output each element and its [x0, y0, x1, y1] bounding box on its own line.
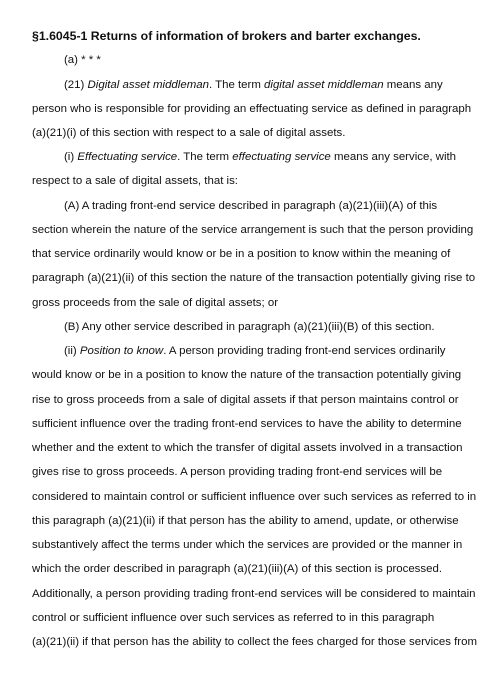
- section-heading: §1.6045-1 Returns of information of brokers and barter exchanges.: [32, 29, 421, 43]
- line-text: considered to maintain control or sufficient influence over such services as referred to in: [32, 491, 477, 503]
- body-line: [64, 77, 443, 93]
- defined-term: effectuating service: [232, 151, 331, 163]
- line-text: (a)(21)(i) of this section with respect to a sale of digital assets.: [32, 127, 346, 139]
- line-text: . The term: [208, 79, 265, 91]
- body-line: [32, 295, 278, 311]
- line-text: section wherein the nature of the service arrangement is such that the person providing: [32, 224, 474, 236]
- body-line: [32, 173, 238, 189]
- line-text: person who is responsible for providing an effectuating service as defined in paragraph: [32, 103, 472, 115]
- line-text: means any: [383, 79, 443, 91]
- line-text: which the order described in paragraph (a)(21)(iii)(A) of this section is processed.: [32, 563, 443, 575]
- body-line: [32, 561, 442, 577]
- line-text: respect to a sale of digital assets, that is:: [32, 175, 238, 187]
- body-line: [64, 319, 435, 335]
- body-line: [64, 52, 101, 68]
- body-line: [32, 537, 462, 553]
- body-line: [32, 464, 442, 480]
- body-line: [32, 367, 461, 383]
- body-line: [32, 610, 434, 626]
- line-text: (A) A trading front-end service described in paragraph (a)(21)(iii)(A) of this: [64, 200, 438, 212]
- body-line: [32, 125, 345, 141]
- defined-term: Position to know: [79, 345, 164, 357]
- line-text: . The term: [177, 151, 233, 163]
- line-text: sufficient influence over the trading front-end services to have the ability to determine: [32, 418, 462, 430]
- body-line: [32, 392, 459, 408]
- line-text: would know or be in a position to know the nature of the transaction potentially giving: [32, 369, 462, 381]
- line-text: paragraph (a)(21)(ii) of this section the nature of the transaction potentially giving rise to: [32, 272, 476, 284]
- defined-term: Digital asset middleman: [87, 79, 209, 91]
- body-line: [32, 416, 462, 432]
- line-text: gross proceeds from the sale of digital assets; or: [32, 297, 279, 309]
- line-text: this paragraph (a)(21)(ii) if that person has the ability to amend, update, or otherwise: [32, 515, 459, 527]
- line-text: that service ordinarily would know or be in a position to know within the meaning of: [32, 248, 451, 260]
- defined-term: digital asset middleman: [264, 79, 384, 91]
- body-line: [32, 270, 475, 286]
- line-text: (a)(21)(ii) if that person has the ability to collect the fees charged for those services from: [32, 636, 477, 648]
- line-text: means any service, with: [330, 151, 457, 163]
- line-text: control or sufficient influence over such services as referred to in this paragraph: [32, 612, 435, 624]
- line-text: (a) * * *: [64, 54, 101, 66]
- line-text: (ii): [64, 345, 80, 357]
- body-line: [64, 343, 445, 359]
- line-text: whether and the extent to which the transfer of digital assets involved in a transaction: [32, 442, 463, 454]
- line-text: gives rise to gross proceeds. A person providing trading front-end services will be: [32, 466, 443, 478]
- line-text: (i): [64, 151, 78, 163]
- body-line: [32, 586, 476, 602]
- line-text: (21): [64, 79, 88, 91]
- body-line: [32, 440, 462, 456]
- body-line: [64, 149, 456, 165]
- body-line: [32, 634, 477, 650]
- line-text: . A person providing trading front-end services ordinarily: [163, 345, 446, 357]
- defined-term: Effectuating service: [77, 151, 178, 163]
- line-text: (B) Any other service described in paragraph (a)(21)(iii)(B) of this section.: [64, 321, 435, 333]
- body-line: [32, 513, 459, 529]
- line-text: Additionally, a person providing trading front-end services will be considered to maintain: [32, 588, 476, 600]
- line-text: substantively affect the terms under which the services are provided or the manner in: [32, 539, 463, 551]
- body-line: [32, 246, 450, 262]
- body-line: [32, 222, 473, 238]
- body-line: [32, 489, 476, 505]
- body-line: [64, 198, 437, 214]
- body-line: [32, 101, 471, 117]
- line-text: rise to gross proceeds from a sale of digital assets if that person maintains control or: [32, 394, 459, 406]
